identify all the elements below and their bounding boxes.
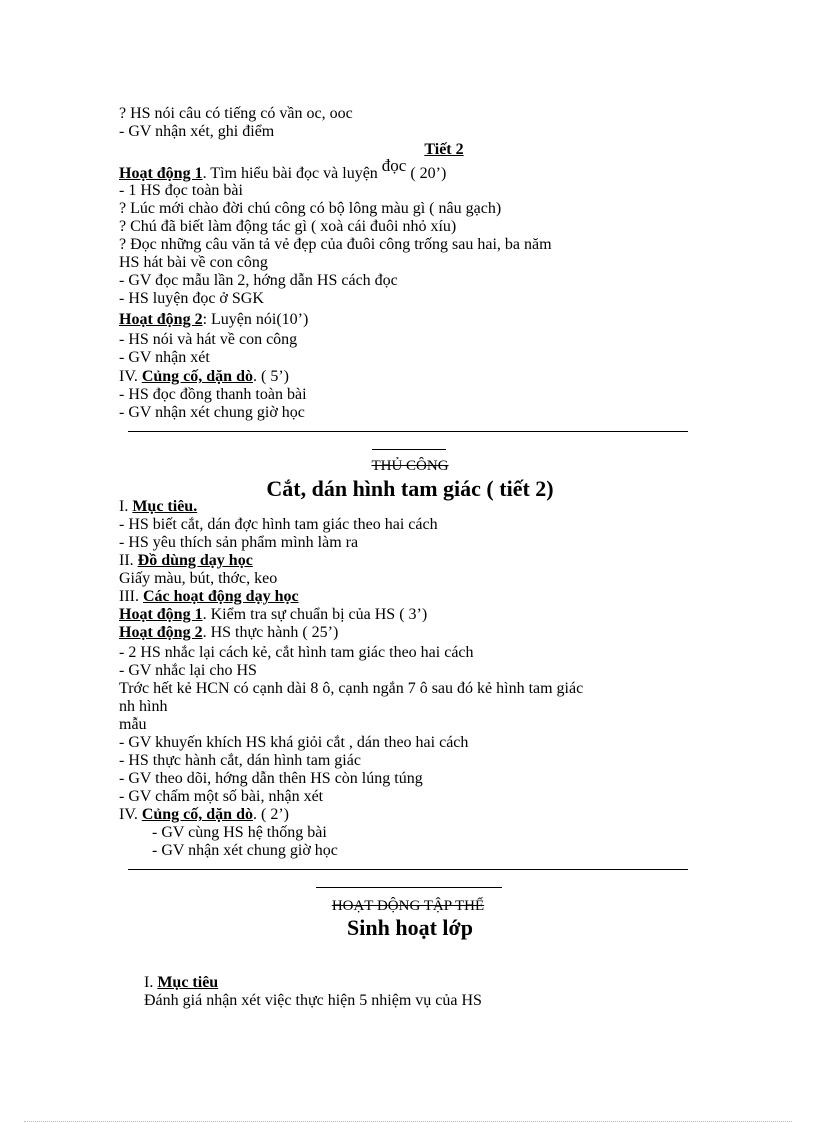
section-time: . ( 2’) <box>252 806 289 823</box>
section-label: Mục tiêu <box>157 974 219 991</box>
question-line: ? Lúc mới chào đời chú công có bộ lông màu gì ( nâu gạch) <box>119 200 502 217</box>
section-i-line <box>144 974 218 992</box>
text-line: - GV nhận xét <box>119 349 210 366</box>
section-time: . ( 5’) <box>252 368 289 385</box>
question-line: ? HS nói câu có tiếng có vần oc, ooc <box>119 105 353 122</box>
section-iv-line <box>119 368 289 386</box>
text-line: Giấy màu, bút, thớc, keo <box>119 570 278 587</box>
activity-label: Hoạt động 1 <box>119 165 203 182</box>
section-prefix: IV. <box>119 368 142 385</box>
activity-text: : Luyện nói(10’) <box>202 311 309 328</box>
section-label: Củng cố, dặn dò <box>141 368 253 385</box>
text-line: - HS yêu thích sản phẩm mình làm ra <box>119 534 359 551</box>
text-line: - HS thực hành cắt, dán hình tam giác <box>119 752 361 769</box>
text-line: - GV nhận xét, ghi điểm <box>119 123 275 140</box>
text-line: - HS biết cắt, dán đợc hình tam giác theo hai cách <box>119 516 438 533</box>
text-line: HS hát bài về con công <box>119 254 268 271</box>
section-iv-line <box>119 806 289 824</box>
section-label: Củng cố, dặn dò <box>141 806 253 823</box>
section-i-line <box>119 498 197 516</box>
activity-text: . Kiểm tra sự chuẩn bị của HS ( 3’) <box>202 606 428 623</box>
text-line: - 2 HS nhắc lại cách kẻ, cắt hình tam giác theo hai cách <box>119 644 474 661</box>
activity-1-line <box>119 606 427 624</box>
section-label: Các hoạt động dạy học <box>142 588 299 605</box>
text-line: - HS đọc đồng thanh toàn bài <box>119 386 307 403</box>
short-divider <box>372 449 446 450</box>
text-line: - HS nói và hát về con công <box>119 331 298 348</box>
period-heading: Tiết 2 <box>424 141 464 158</box>
text-line: - GV chấm một số bài, nhận xét <box>119 788 324 805</box>
activity-1-line <box>119 156 447 183</box>
activity-2-line <box>119 624 338 642</box>
text-line: - 1 HS đọc toàn bài <box>119 182 243 199</box>
activity-text: . HS thực hành ( 25’) <box>202 624 339 641</box>
lesson-title: Cắt, dán hình tam giác ( tiết 2) <box>266 476 554 501</box>
page-edge <box>24 1121 792 1122</box>
question-line: ? Đọc những câu văn tả vẻ đẹp của đuôi công trống sau hai, ba năm <box>119 236 552 253</box>
section-divider <box>128 431 688 432</box>
section-label: Đồ dùng dạy học <box>137 552 253 569</box>
section-prefix: I. <box>144 974 158 991</box>
activity-text-raised: đọc <box>381 156 407 175</box>
activity-text: . Tìm hiểu bài đọc và luyện <box>202 165 378 182</box>
text-line: - GV nhận xét chung giờ học <box>152 842 338 859</box>
section-prefix: III. <box>119 588 143 605</box>
subject-heading: HOẠT ĐỘNG TẬP THỂ <box>331 898 485 914</box>
text-line: - GV khuyến khích HS khá giỏi cắt , dán theo hai cách <box>119 734 469 751</box>
short-divider <box>316 887 502 888</box>
section-ii-line <box>119 552 253 570</box>
activity-label: Hoạt động 1 <box>119 606 203 623</box>
section-iii-line <box>119 588 299 606</box>
text-line: - GV nhắc lại cho HS <box>119 662 257 679</box>
text-line: mẫu <box>119 716 147 733</box>
activity-time: ( 20’) <box>406 165 447 182</box>
activity-2-line <box>119 311 308 329</box>
section-label: Mục tiêu. <box>132 498 198 515</box>
text-line: - HS luyện đọc ở SGK <box>119 290 264 307</box>
lesson-title: Sinh hoạt lớp <box>347 915 473 940</box>
text-line: Trớc hết kẻ HCN có cạnh dài 8 ô, cạnh ngắn 7 ô sau đó kẻ hình tam giác <box>119 680 584 697</box>
section-prefix: IV. <box>119 806 142 823</box>
section-prefix: II. <box>119 552 138 569</box>
text-line: - GV theo dõi, hớng dẫn thên HS còn lúng túng <box>119 770 423 787</box>
text-line: - GV cùng HS hệ thống bài <box>152 824 327 841</box>
section-divider <box>128 869 688 870</box>
text-line: nh hình <box>119 698 168 715</box>
text-line: Đánh giá nhận xét việc thực hiện 5 nhiệm vụ của HS <box>144 992 482 1009</box>
activity-label: Hoạt động 2 <box>119 624 203 641</box>
activity-label: Hoạt động 2 <box>119 311 203 328</box>
subject-heading: THỦ CÔNG <box>371 458 449 474</box>
question-line: ? Chú đã biết làm động tác gì ( xoà cái đuôi nhỏ xíu) <box>119 218 457 235</box>
text-line: - GV đọc mẫu lần 2, hớng dẫn HS cách đọc <box>119 272 398 289</box>
text-line: - GV nhận xét chung giờ học <box>119 404 305 421</box>
section-prefix: I. <box>119 498 133 515</box>
